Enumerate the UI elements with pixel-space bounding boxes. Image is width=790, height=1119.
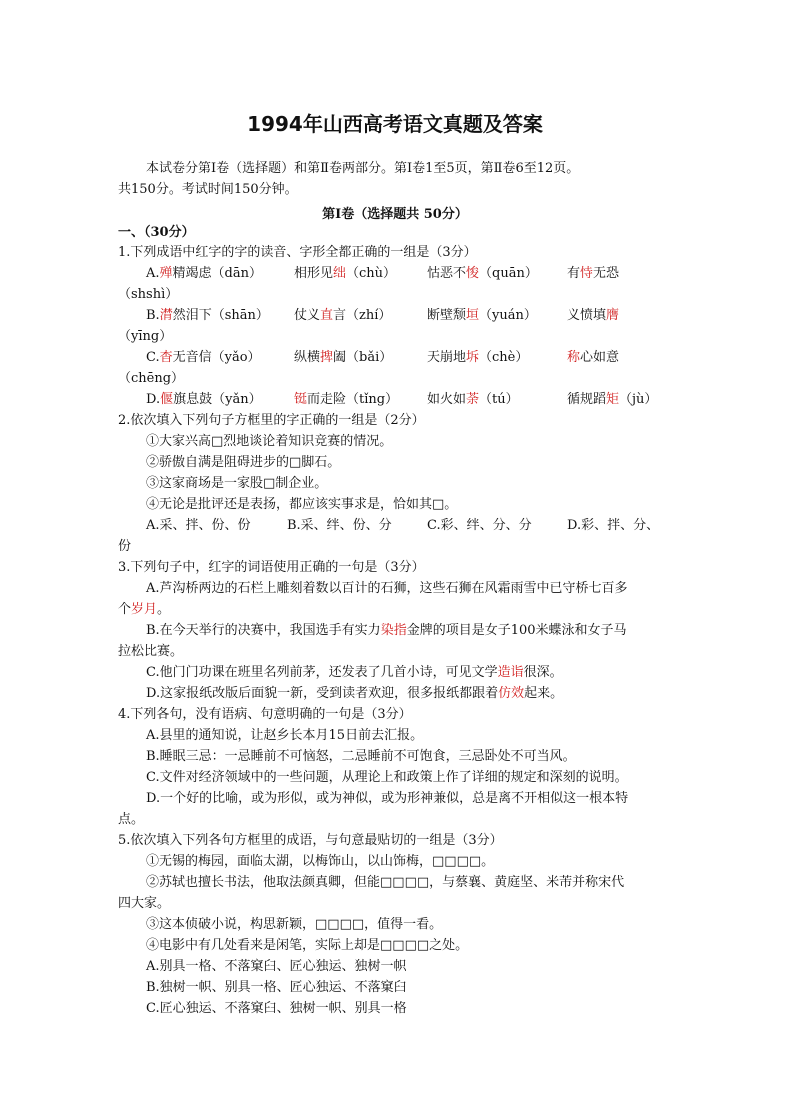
highlighted-word: 坼	[466, 350, 480, 365]
highlighted-word: 直	[320, 308, 334, 323]
text-segment: 四大家。	[118, 896, 171, 911]
text-line	[567, 350, 619, 366]
text-segment: 无恐	[593, 266, 620, 281]
text-segment: （jù）	[619, 392, 658, 407]
text-line	[146, 665, 563, 681]
text-segment: 义愤填	[567, 308, 607, 323]
text-segment: ②骄傲自满是阻碍进步的□脚石。	[146, 455, 341, 470]
text-segment: 很深。	[523, 665, 563, 680]
text-segment: 旗息鼓（yǎn）	[173, 392, 262, 407]
text-line	[118, 707, 412, 723]
text-segment: 2.依次填入下列句子方框里的字正确的一组是（2分）	[118, 413, 425, 428]
text-line	[146, 980, 407, 996]
text-segment: 断壁颓	[427, 308, 467, 323]
text-line	[146, 686, 563, 702]
text-segment: （chù）	[346, 266, 397, 281]
text-segment: D.这家报纸改版后面貌一新，受到读者欢迎，很多报纸都跟着	[146, 686, 499, 701]
text-segment: 天崩地	[427, 350, 467, 365]
text-segment: 。	[157, 602, 171, 617]
text-segment: （yuán）	[479, 308, 537, 323]
text-segment: ②苏轼也擅长书法，他取法颜真卿，但能□□□□，与蔡襄、黄庭坚、米芾并称宋代	[146, 875, 625, 890]
text-line	[146, 917, 442, 933]
text-segment: 金牌的项目是女子100米蝶泳和女子马	[406, 623, 627, 638]
text-line	[146, 308, 269, 324]
text-segment: 怙恶不	[427, 266, 467, 281]
text-segment: D.彩、拌、分、	[567, 518, 660, 533]
text-segment: C.	[146, 350, 160, 365]
text-segment: 无音信（yǎo）	[172, 350, 261, 365]
highlighted-word: 岁月	[131, 602, 158, 617]
text-line	[146, 350, 261, 366]
text-segment: B.采、绊、份、分	[287, 518, 392, 533]
text-segment: 点。	[118, 812, 145, 827]
text-segment: C.彩、绊、分、分	[427, 518, 532, 533]
highlighted-word: 捭	[320, 350, 334, 365]
text-segment: 个	[118, 602, 132, 617]
text-segment: 然泪下（shān）	[172, 308, 269, 323]
highlighted-word: 杳	[159, 350, 173, 365]
text-segment: ④电影中有几处看来是闲笔，实际上却是□□□□之处。	[146, 938, 469, 953]
text-line	[294, 266, 396, 282]
text-line	[146, 854, 494, 870]
text-segment: A.采、拌、份、份	[146, 518, 251, 533]
text-segment: B.	[146, 308, 160, 323]
text-segment: 精竭虑（dān）	[172, 266, 262, 281]
highlighted-word: 悛	[466, 266, 480, 281]
text-line	[146, 392, 262, 408]
text-line	[118, 371, 184, 387]
text-segment: 3.下列句子中，红字的词语使用正确的一句是（3分）	[118, 560, 425, 575]
text-line	[567, 266, 619, 282]
text-line	[427, 308, 537, 324]
text-segment: 5.依次填入下列各句方框里的成语，与句意最贴切的一组是（3分）	[118, 833, 503, 848]
highlighted-word: 仿效	[498, 686, 525, 701]
text-line	[146, 518, 251, 534]
text-line	[427, 518, 532, 534]
highlighted-word: 偃	[160, 392, 174, 407]
text-line	[118, 896, 170, 912]
text-segment: 纵横	[294, 350, 321, 365]
text-line	[146, 770, 628, 786]
text-line	[294, 350, 392, 366]
text-segment: ①无锡的梅园，面临太湖，以梅饰山，以山饰梅，□□□□。	[146, 854, 495, 869]
text-segment: 份	[118, 539, 132, 554]
text-segment: ①大家兴高□烈地谈论着知识竞赛的情况。	[146, 434, 393, 449]
text-line	[146, 266, 262, 282]
text-line	[146, 875, 624, 891]
text-line	[294, 392, 398, 408]
text-line	[118, 539, 131, 555]
intro-line-1: 本试卷分第Ⅰ卷（选择题）和第Ⅱ卷两部分。第Ⅰ卷1至5页，第Ⅱ卷6至12页。	[146, 161, 580, 176]
text-line	[118, 644, 183, 660]
text-segment: B.睡眠三忌：一忌睡前不可恼怒，二忌睡前不可饱食，三忌卧处不可当风。	[146, 749, 576, 764]
text-segment: A.别具一格、不落窠臼、匠心独运、独树一帜	[146, 959, 407, 974]
highlighted-word: 恃	[580, 266, 594, 281]
text-segment: D.	[146, 392, 161, 407]
text-segment: A.县里的通知说，让赵乡长本月15日前去汇报。	[146, 728, 424, 743]
section-title: 第Ⅰ卷（选择题共 50分）	[322, 207, 468, 222]
highlighted-word: 潸	[159, 308, 173, 323]
text-line	[118, 833, 503, 849]
intro-line-2: 共150分。考试时间150分钟。	[118, 182, 298, 197]
text-segment: 一、（30分）	[118, 225, 195, 240]
text-line	[287, 518, 392, 534]
text-line	[146, 581, 628, 597]
text-segment: C.他门门功课在班里名列前茅，还发表了几首小诗，可见文学	[146, 665, 498, 680]
text-line	[118, 560, 425, 576]
text-segment: 循规蹈	[567, 392, 607, 407]
text-segment: （chè）	[479, 350, 529, 365]
text-line	[567, 518, 659, 534]
text-segment: ③这家商场是一家股□制企业。	[146, 476, 328, 491]
highlighted-word: 膺	[606, 308, 620, 323]
text-segment: D.一个好的比喻，或为形似，或为神似，或为形神兼似，总是离不开相似这一根本特	[146, 791, 629, 806]
highlighted-word: 垣	[466, 308, 480, 323]
text-line	[118, 287, 178, 303]
text-segment: （shshì）	[118, 287, 179, 302]
text-line	[567, 308, 619, 324]
text-segment: C.文件对经济领域中的一些问题，从理论上和政策上作了详细的规定和深刻的说明。	[146, 770, 628, 785]
highlighted-word: 殚	[159, 266, 173, 281]
text-segment: B.在今天举行的决赛中，我国选手有实力	[146, 623, 381, 638]
text-segment: C.匠心独运、不落窠臼、独树一帜、别具一格	[146, 1001, 407, 1016]
text-line	[146, 623, 627, 639]
text-line	[118, 225, 195, 241]
text-segment: 有	[567, 266, 581, 281]
text-line	[567, 392, 657, 408]
text-line	[427, 392, 519, 408]
text-segment: 言（zhí）	[333, 308, 392, 323]
text-segment: 心如意	[580, 350, 620, 365]
text-line	[146, 728, 423, 744]
text-segment: 4.下列各句，没有语病、句意明确的一句是（3分）	[118, 707, 412, 722]
text-line	[146, 455, 340, 471]
text-segment: （quān）	[479, 266, 538, 281]
text-segment: B.独树一帜、别具一格、匠心独运、不落窠臼	[146, 980, 407, 995]
text-line	[146, 476, 327, 492]
text-line	[118, 329, 172, 345]
text-segment: 仗义	[294, 308, 321, 323]
text-line	[118, 413, 425, 429]
highlighted-word: 染指	[380, 623, 407, 638]
text-segment: 拉松比赛。	[118, 644, 184, 659]
text-segment: A.芦沟桥两边的石栏上雕刻着数以百计的石狮，这些石狮在风霜雨雪中已守桥七百多	[146, 581, 628, 596]
text-line	[118, 602, 170, 618]
text-segment: 如火如	[427, 392, 467, 407]
text-segment: ③这本侦破小说，构思新颖，□□□□，值得一看。	[146, 917, 443, 932]
highlighted-word: 造诣	[497, 665, 524, 680]
text-line	[427, 266, 538, 282]
text-segment: A.	[146, 266, 160, 281]
text-segment: （tú）	[479, 392, 519, 407]
document-title: 1994年山西高考语文真题及答案	[247, 112, 543, 136]
text-segment: 1.下列成语中红字的字的读音、字形全都正确的一组是（3分）	[118, 245, 477, 260]
text-segment: 而走险（tǐng）	[307, 392, 399, 407]
highlighted-word: 矩	[606, 392, 620, 407]
highlighted-word: 称	[567, 350, 581, 365]
text-line	[118, 245, 477, 261]
text-segment: 阖（bǎi）	[333, 350, 393, 365]
highlighted-word: 绌	[333, 266, 347, 281]
text-line	[294, 308, 391, 324]
text-line	[118, 812, 144, 828]
text-segment: （chēng）	[118, 371, 185, 386]
text-line	[146, 1001, 407, 1017]
text-segment: 相形见	[294, 266, 334, 281]
text-line	[146, 497, 457, 513]
text-line	[146, 749, 576, 765]
highlighted-word: 荼	[466, 392, 480, 407]
text-line	[146, 791, 628, 807]
text-segment: ④无论是批评还是表扬，都应该实事求是，恰如其□。	[146, 497, 458, 512]
text-segment: 起来。	[524, 686, 564, 701]
text-line	[427, 350, 528, 366]
text-line	[146, 434, 392, 450]
text-line	[146, 938, 468, 954]
text-line	[146, 959, 407, 975]
text-segment: （yīng）	[118, 329, 173, 344]
highlighted-word: 铤	[294, 392, 308, 407]
